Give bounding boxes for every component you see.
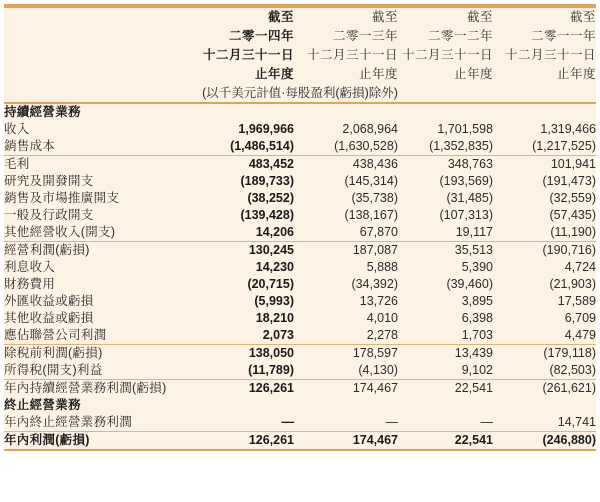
continuing-profit-2012: 22,541: [398, 380, 493, 398]
associates-2013: 2,278: [366, 328, 398, 342]
operating-profit-2014: 130,245: [190, 242, 294, 260]
fx-2012: 3,895: [461, 294, 493, 308]
tax-2014: (11,789): [248, 363, 294, 377]
net-profit-2012: 22,541: [398, 432, 493, 450]
row-label-interest-income: 利息收入: [4, 260, 56, 274]
rnd-2012: (193,569): [439, 174, 493, 188]
header-line-period-2011: 止年度: [556, 67, 596, 81]
row-label-rnd-expenses: 研究及開發開支: [4, 174, 94, 188]
row-label-finance-costs: 財務費用: [4, 277, 56, 291]
table-row-interest-income: [4, 259, 596, 276]
row-label-continuing-profit: 年內持續經營業務利潤(虧損): [4, 380, 190, 398]
cost-of-sales-2012: (1,352,835): [429, 139, 493, 153]
rnd-2011: (191,473): [542, 174, 596, 188]
revenue-2011: 1,319,466: [540, 122, 596, 136]
table-row-cost-of-sales: [4, 138, 596, 156]
table-row-other-operating: [4, 224, 596, 242]
finance-costs-2011: (21,903): [549, 277, 596, 291]
section-header-discontinued: [4, 397, 596, 414]
header-line-year-2014: 二零一四年: [228, 29, 294, 43]
table-row-admin-expenses: [4, 207, 596, 224]
header-line-period-2014: 止年度: [254, 67, 294, 81]
row-label-other-gains-losses: 其他收益或虧損: [4, 311, 94, 325]
currency-note-row: [4, 84, 596, 103]
header-line-asof-2012: 截至: [466, 10, 493, 24]
operating-profit-2012: 35,513: [398, 242, 493, 260]
table-row-discontinued-profit: [4, 414, 596, 432]
selling-2011: (32,559): [549, 191, 596, 205]
row-label-other-operating: 其他經營收入(開支): [4, 225, 116, 239]
selling-2013: (35,738): [351, 191, 398, 205]
header-label-blank: [4, 8, 190, 84]
header-line-asof-2013: 截至: [371, 10, 398, 24]
pretax-2013: 178,597: [294, 345, 398, 363]
row-label-profit-before-tax: 除稅前利潤(虧損): [4, 345, 190, 363]
table-row-operating-profit: [4, 242, 596, 260]
section-header-continuing: [4, 103, 596, 121]
table-row-profit-before-tax: [4, 345, 596, 363]
table-row-share-of-associates: [4, 327, 596, 345]
header-line-period-2013: 止年度: [358, 67, 398, 81]
table-row-income-tax: [4, 362, 596, 380]
header-line-asof-2014: 截至: [267, 10, 294, 24]
pretax-2014: 138,050: [190, 345, 294, 363]
header-line-date-2014: 十二月三十一日: [202, 48, 294, 62]
associates-2011: 4,479: [564, 328, 596, 342]
finance-costs-2013: (34,392): [351, 277, 398, 291]
finance-costs-2012: (39,460): [446, 277, 493, 291]
discontinued-profit-2013: —: [385, 415, 398, 429]
row-label-cost-of-sales: 銷售成本: [4, 139, 56, 153]
other-operating-2011: (11,190): [550, 225, 596, 239]
section-title-continuing: 持續經營業務: [4, 103, 190, 121]
header-line-date-2011: 十二月三十一日: [504, 48, 596, 62]
tax-2013: (4,130): [358, 363, 398, 377]
column-header-2014: [190, 8, 294, 84]
row-label-operating-profit: 經營利潤(虧損): [4, 242, 190, 260]
table-row-revenue: [4, 121, 596, 138]
gross-profit-2014: 483,452: [190, 156, 294, 174]
pretax-2012: 13,439: [398, 345, 493, 363]
row-label-selling-expenses: 銷售及市場推廣開支: [4, 191, 120, 205]
other-operating-2012: 19,117: [455, 225, 493, 239]
net-profit-2011: (246,880): [493, 432, 596, 450]
selling-2014: (38,252): [247, 191, 294, 205]
cost-of-sales-2014: (1,486,514): [230, 139, 294, 153]
row-label-share-of-associates: 應佔聯營公司利潤: [4, 328, 107, 342]
row-label-gross-profit: 毛利: [4, 156, 190, 174]
rnd-2013: (145,314): [344, 174, 398, 188]
rnd-2014: (189,733): [240, 174, 294, 188]
interest-income-2011: 4,724: [564, 260, 596, 274]
fx-2014: (5,993): [254, 294, 294, 308]
header-line-year-2011: 二零一一年: [530, 29, 596, 43]
header-line-date-2012: 十二月三十一日: [401, 48, 493, 62]
header-line-year-2012: 二零一二年: [427, 29, 493, 43]
table-bottom-rule: [4, 449, 596, 451]
header-line-asof-2011: 截至: [569, 10, 596, 24]
interest-income-2012: 5,390: [461, 260, 493, 274]
continuing-profit-2014: 126,261: [190, 380, 294, 398]
admin-2014: (139,428): [240, 208, 294, 222]
column-header-2011: [493, 8, 596, 84]
row-label-fx-gain-loss: 外匯收益或虧損: [4, 294, 94, 308]
fx-2011: 17,589: [557, 294, 596, 308]
gross-profit-2012: 348,763: [398, 156, 493, 174]
other-operating-2014: 14,206: [255, 225, 294, 239]
table-row-selling-expenses: [4, 190, 596, 207]
table-row-continuing-profit: [4, 380, 596, 398]
currency-note: (以千美元計值·每股盈利(虧損)除外): [202, 86, 398, 100]
discontinued-profit-2014: —: [281, 415, 294, 429]
other-gains-2011: 6,709: [564, 311, 596, 325]
selling-2012: (31,485): [446, 191, 493, 205]
table-row-fx-gain-loss: [4, 293, 596, 310]
other-gains-2013: 4,010: [366, 311, 398, 325]
admin-2011: (57,435): [549, 208, 596, 222]
continuing-profit-2011: (261,621): [493, 380, 596, 398]
revenue-2013: 2,068,964: [342, 122, 398, 136]
interest-income-2014: 14,230: [255, 260, 294, 274]
continuing-profit-2013: 174,467: [294, 380, 398, 398]
column-header-2013: [294, 8, 398, 84]
header-line-year-2013: 二零一三年: [332, 29, 398, 43]
row-label-income-tax: 所得稅(開支)利益: [4, 363, 103, 377]
cost-of-sales-2013: (1,630,528): [334, 139, 398, 153]
table-row-rnd-expenses: [4, 173, 596, 190]
column-header-2012: [398, 8, 493, 84]
row-label-revenue: 收入: [4, 122, 30, 136]
pretax-2011: (179,118): [493, 345, 596, 363]
discontinued-profit-2012: —: [480, 415, 493, 429]
financial-statement-table: [4, 4, 596, 451]
operating-profit-2013: 187,087: [294, 242, 398, 260]
page-bottom-margin: [0, 451, 600, 455]
associates-2014: 2,073: [262, 328, 294, 342]
row-label-discontinued-profit: 年內終止經營業務利潤: [4, 415, 133, 429]
table-row-finance-costs: [4, 276, 596, 293]
other-gains-2012: 6,398: [461, 311, 493, 325]
finance-costs-2014: (20,715): [247, 277, 294, 291]
admin-2012: (107,313): [439, 208, 493, 222]
gross-profit-2013: 438,436: [294, 156, 398, 174]
table-row-gross-profit: [4, 156, 596, 174]
table-row-other-gains-losses: [4, 310, 596, 327]
other-gains-2014: 18,210: [255, 311, 294, 325]
associates-2012: 1,703: [461, 328, 493, 342]
net-profit-2014: 126,261: [190, 432, 294, 450]
row-label-admin-expenses: 一般及行政開支: [4, 208, 94, 222]
header-line-date-2013: 十二月三十一日: [306, 48, 398, 62]
operating-profit-2011: (190,716): [493, 242, 596, 260]
other-operating-2013: 67,870: [359, 225, 398, 239]
table-header-row: [4, 8, 596, 84]
net-profit-2013: 174,467: [294, 432, 398, 450]
discontinued-profit-2011: 14,741: [557, 415, 596, 429]
interest-income-2013: 5,888: [366, 260, 398, 274]
header-line-period-2012: 止年度: [453, 67, 493, 81]
table-row-net-profit: [4, 432, 596, 450]
section-title-discontinued: 終止經營業務: [4, 398, 81, 412]
fx-2013: 13,726: [359, 294, 398, 308]
income-statement: [4, 8, 596, 449]
revenue-2014: 1,969,966: [238, 122, 294, 136]
gross-profit-2011: 101,941: [493, 156, 596, 174]
row-label-net-profit: 年內利潤(虧損): [4, 432, 190, 450]
revenue-2012: 1,701,598: [437, 122, 493, 136]
tax-2012: 9,102: [461, 363, 493, 377]
admin-2013: (138,167): [344, 208, 398, 222]
tax-2011: (82,503): [549, 363, 596, 377]
cost-of-sales-2011: (1,217,525): [532, 139, 596, 153]
